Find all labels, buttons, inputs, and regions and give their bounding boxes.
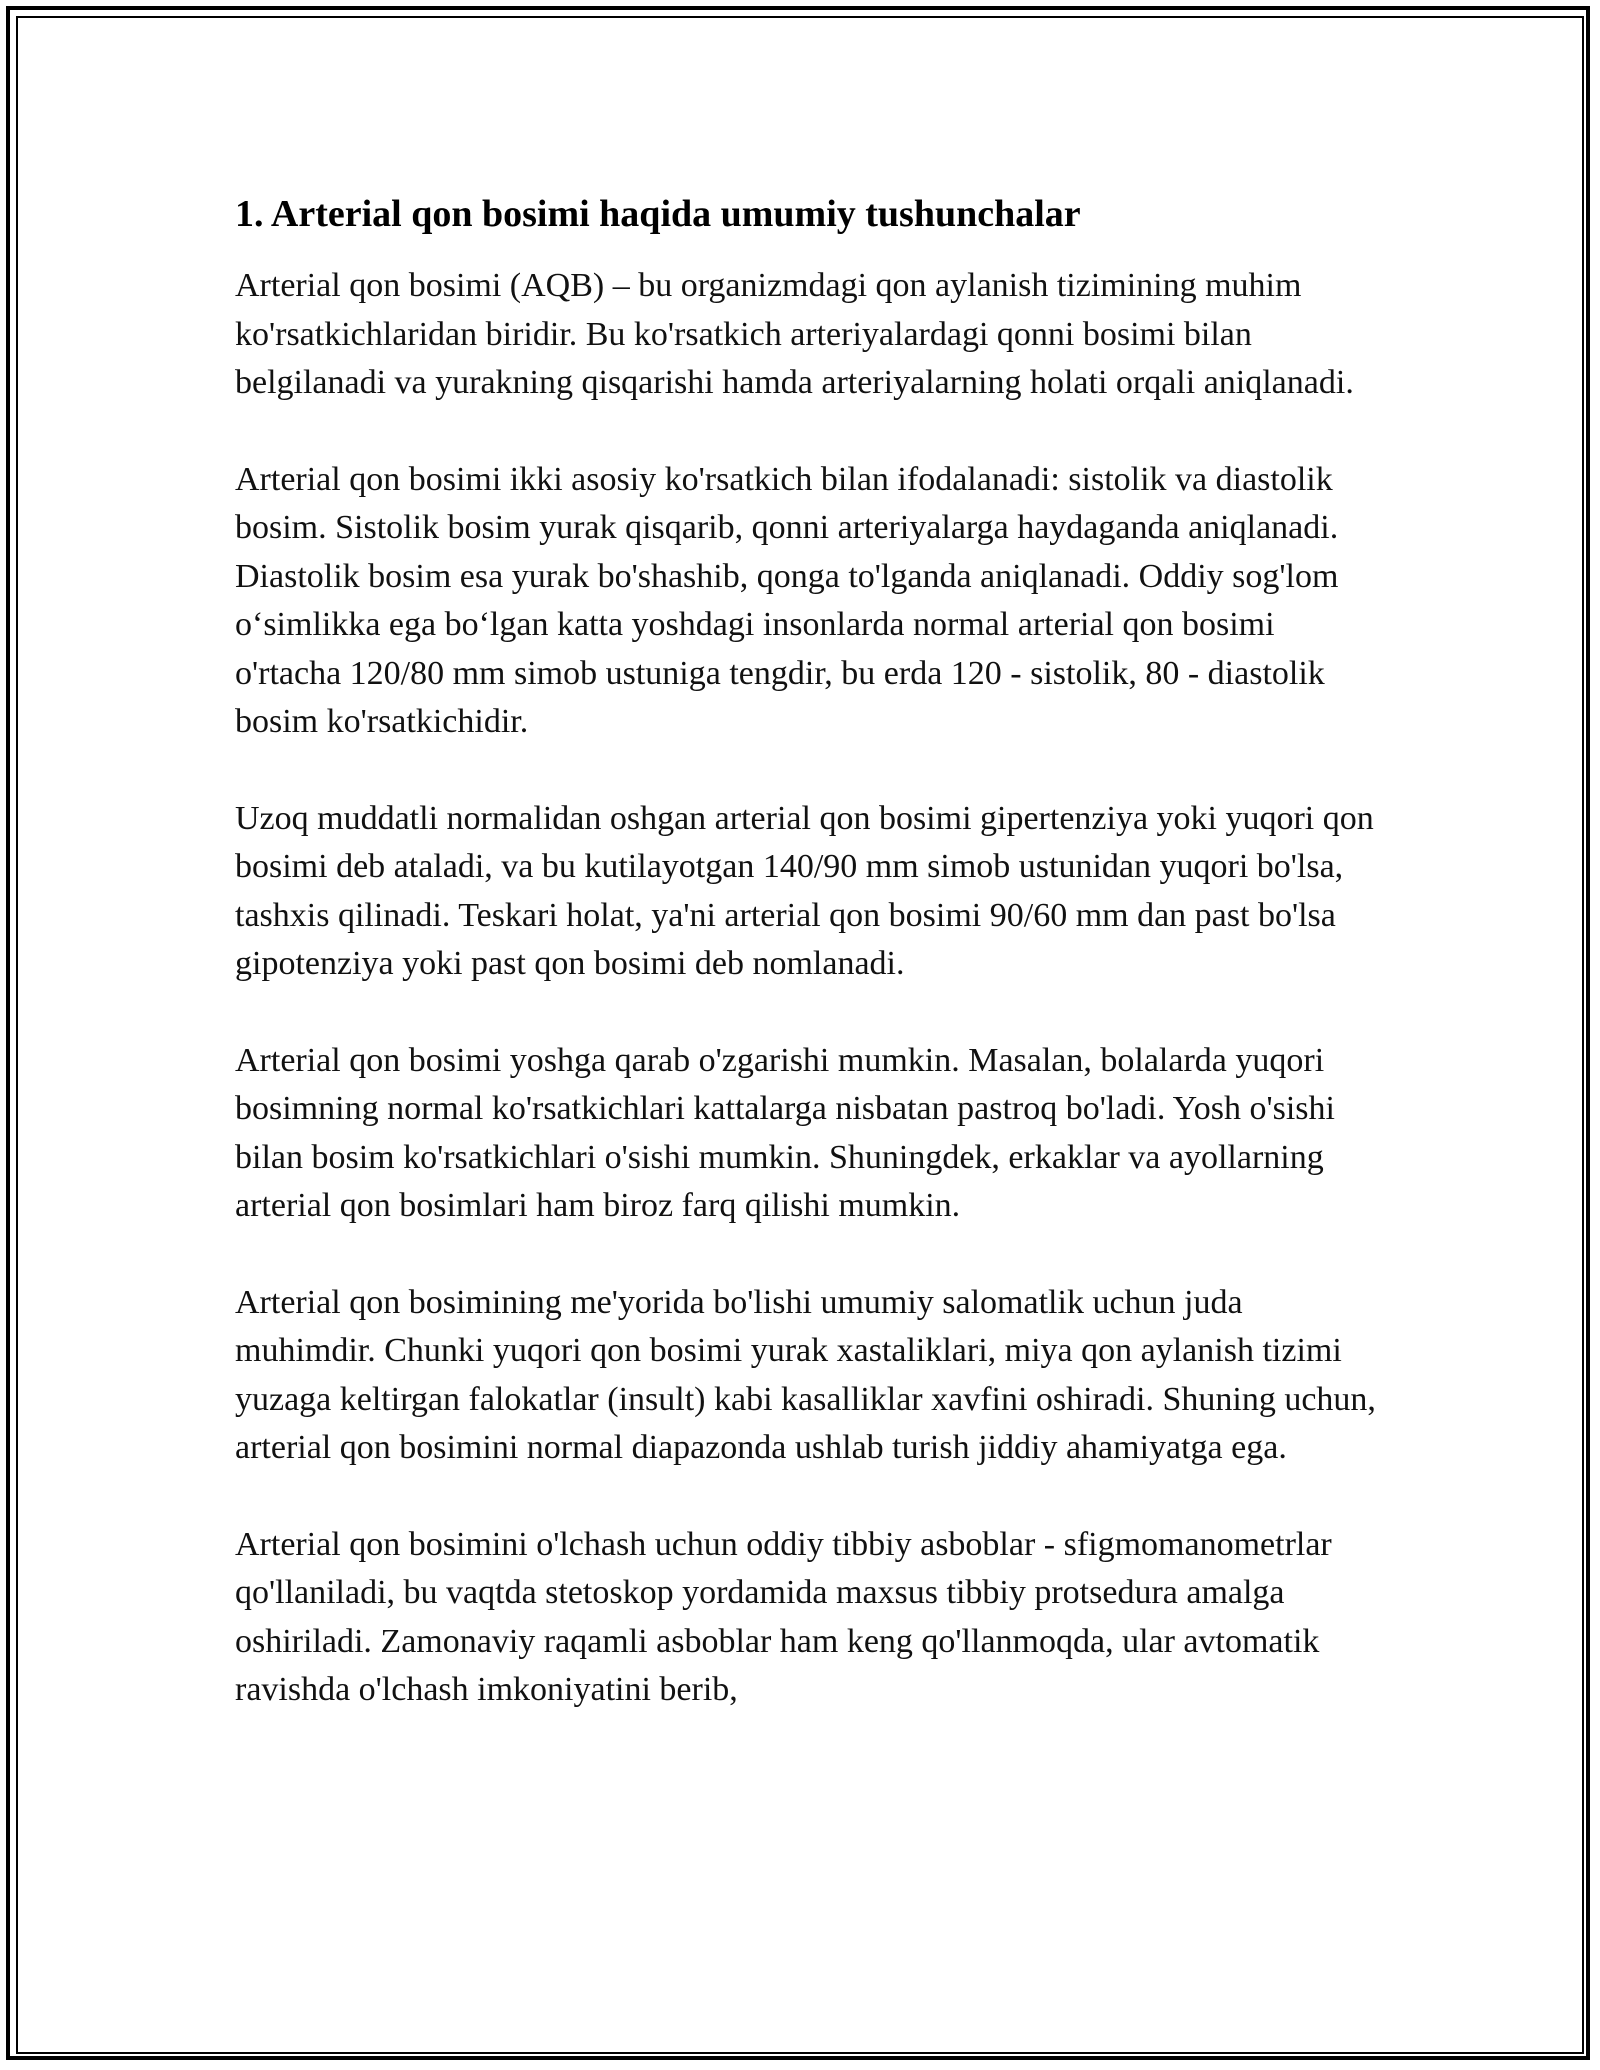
section-heading: 1. Arterial qon bosimi haqida umumiy tushunchalar (235, 193, 1081, 235)
paragraph-systolic-diastolic: Arterial qon bosimi ikki asosiy ko'rsatkich bilan ifodalanadi: sistolik va diastolik bosim. Sistolik bosim yurak qisqarib, qonni arteriyalarga haydaganda aniqlanadi. Diastolik bosim esa yurak bo'shashib, qonga to'lganda aniqlanadi. Oddiy sog'lom o‘simlikka ega bo‘lgan katta yoshdagi insonlarda normal arterial qon bosimi o'rtacha 120/80 mm simob ustuniga tengdir, bu erda 120 - sistolik, 80 - diastolik bosim ko'rsatkichidir. (235, 460, 1339, 740)
paragraph-measurement: Arterial qon bosimini o'lchash uchun oddiy tibbiy asboblar - sfigmomanometrlar qo'llaniladi, bu vaqtda stetoskop yordamida maxsus tibbiy protsedura amalga oshiriladi. Zamonaviy raqamli asboblar ham keng qo'llanmoqda, ular avtomatik ravishda o'lchash imkoniyatini berib, (235, 1525, 1332, 1708)
paragraph-hypertension: Uzoq muddatli normalidan oshgan arterial qon bosimi gipertenziya yoki yuqori qon bosimi deb ataladi, va bu kutilayotgan 140/90 mm simob ustunidan yuqori bo'lsa, tashxis qilinadi. Teskari holat, ya'ni arterial qon bosimi 90/60 mm dan past bo'lsa gipotenziya yoki past qon bosimi deb nomlanadi. (235, 799, 1374, 982)
paragraph-intro: Arterial qon bosimi (AQB) – bu organizmdagi qon aylanish tizimining muhim ko'rsatkichlaridan biridir. Bu ko'rsatkich arteriyalardagi qonni bosimi bilan belgilanadi va yurakning qisqarishi hamda arteriyalarning holati orqali aniqlanadi. (235, 267, 1354, 401)
paragraph-importance: Arterial qon bosimining me'yorida bo'lishi umumiy salomatlik uchun juda muhimdir. Chunki yuqori qon bosimi yurak xastaliklari, miya qon aylanish tizimi yuzaga keltirgan falokatlar (insult) kabi kasalliklar xavfini oshiradi. Shuning uchun, arterial qon bosimini normal diapazonda ushlab turish jiddiy ahamiyatga ega. (235, 1283, 1376, 1466)
paragraph-age-differences: Arterial qon bosimi yoshga qarab o'zgarishi mumkin. Masalan, bolalarda yuqori bosimning normal ko'rsatkichlari kattalarga nisbatan pastroq bo'ladi. Yosh o'sishi bilan bosim ko'rsatkichlari o'sishi mumkin. Shuningdek, erkaklar va ayollarning arterial qon bosimlari ham biroz farq qilishi mumkin. (235, 1041, 1335, 1224)
document-body (235, 186, 1385, 1763)
